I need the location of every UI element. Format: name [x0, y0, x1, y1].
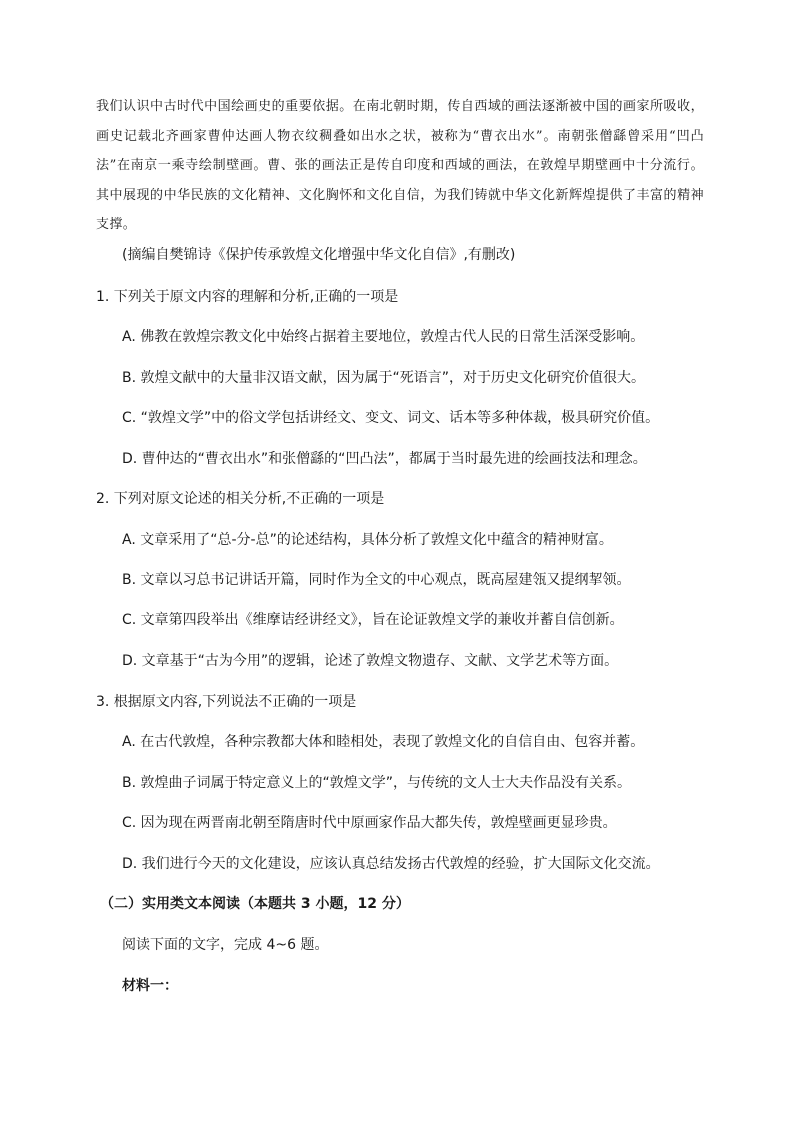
question-3-option-b: B. 敦煌曲子词属于特定意义上的“敦煌文学”，与传统的文人士大夫作品没有关系。: [122, 775, 632, 791]
reading-instruction: 阅读下面的文字，完成 4~6 题。: [122, 937, 329, 953]
section-heading: （二）实用类文本阅读（本题共 3 小题，12 分）: [100, 896, 410, 912]
passage-paragraph: 我们认识中古时代中国绘画史的重要依据。在南北朝时期，传自西域的画法逐渐被中国的画家所吸收，画史记载北齐画家曹仲达画人物衣纹稠叠如出水之状，被称为“曹衣出水”。南朝张僧繇曾采用“凹凸法”在南京一乘寺绘制壁画。曹、张的画法正是传自印度和西域的画法，在敦煌早期壁画中十分流行。其中展现的中华民族的文化精神、文化胸怀和文化自信，为我们铸就中华文化新辉煌提供了丰富的精神支撑。: [96, 99, 704, 232]
question-2-stem: 2. 下列对原文论述的相关分析,不正确的一项是: [96, 491, 385, 507]
question-3-option-c: C. 因为现在两晋南北朝至隋唐时代中原画家作品大都失传，敦煌壁画更显珍贵。: [122, 815, 617, 831]
question-2-option-d: D. 文章基于“古为今用”的逻辑，论述了敦煌文物遗存、文献、文学艺术等方面。: [122, 653, 619, 669]
question-2-option-b: B. 文章以习总书记讲话开篇，同时作为全文的中心观点，既高屋建瓴又提纲挈领。: [122, 572, 631, 588]
question-1-option-a: A. 佛教在敦煌宗教文化中始终占据着主要地位，敦煌古代人民的日常生活深受影响。: [122, 329, 645, 345]
question-2-option-a: A. 文章采用了“总-分-总”的论述结构，具体分析了敦煌文化中蕴含的精神财富。: [122, 532, 613, 548]
source-note: (摘编自樊锦诗《保护传承敦煌文化增强中华文化自信》,有删改): [122, 247, 516, 263]
question-2-option-c: C. 文章第四段举出《维摩诘经讲经文》，旨在论证敦煌文学的兼收并蓄自信创新。: [122, 612, 624, 628]
material-label: 材料一：: [122, 978, 178, 994]
question-1-stem: 1. 下列关于原文内容的理解和分析,正确的一项是: [96, 289, 399, 305]
question-3-option-d: D. 我们进行今天的文化建设，应该认真总结发扬古代敦煌的经验，扩大国际文化交流。: [122, 856, 660, 872]
question-3-option-a: A. 在古代敦煌，各种宗教都大体和睦相处，表现了敦煌文化的自信自由、包容并蓄。: [122, 734, 645, 750]
question-1-option-b: B. 敦煌文献中的大量非汉语文献，因为属于“死语言”，对于历史文化研究价值很大。: [122, 370, 646, 386]
question-3-stem: 3. 根据原文内容,下列说法不正确的一项是: [96, 694, 357, 710]
question-1-option-c: C. “敦煌文学”中的俗文学包括讲经文、变文、词文、话本等多种体裁，极具研究价值。: [122, 410, 660, 426]
question-1-option-d: D. 曹仲达的“曹衣出水”和张僧繇的“凹凸法”，都属于当时最先进的绘画技法和理念。: [122, 451, 647, 467]
